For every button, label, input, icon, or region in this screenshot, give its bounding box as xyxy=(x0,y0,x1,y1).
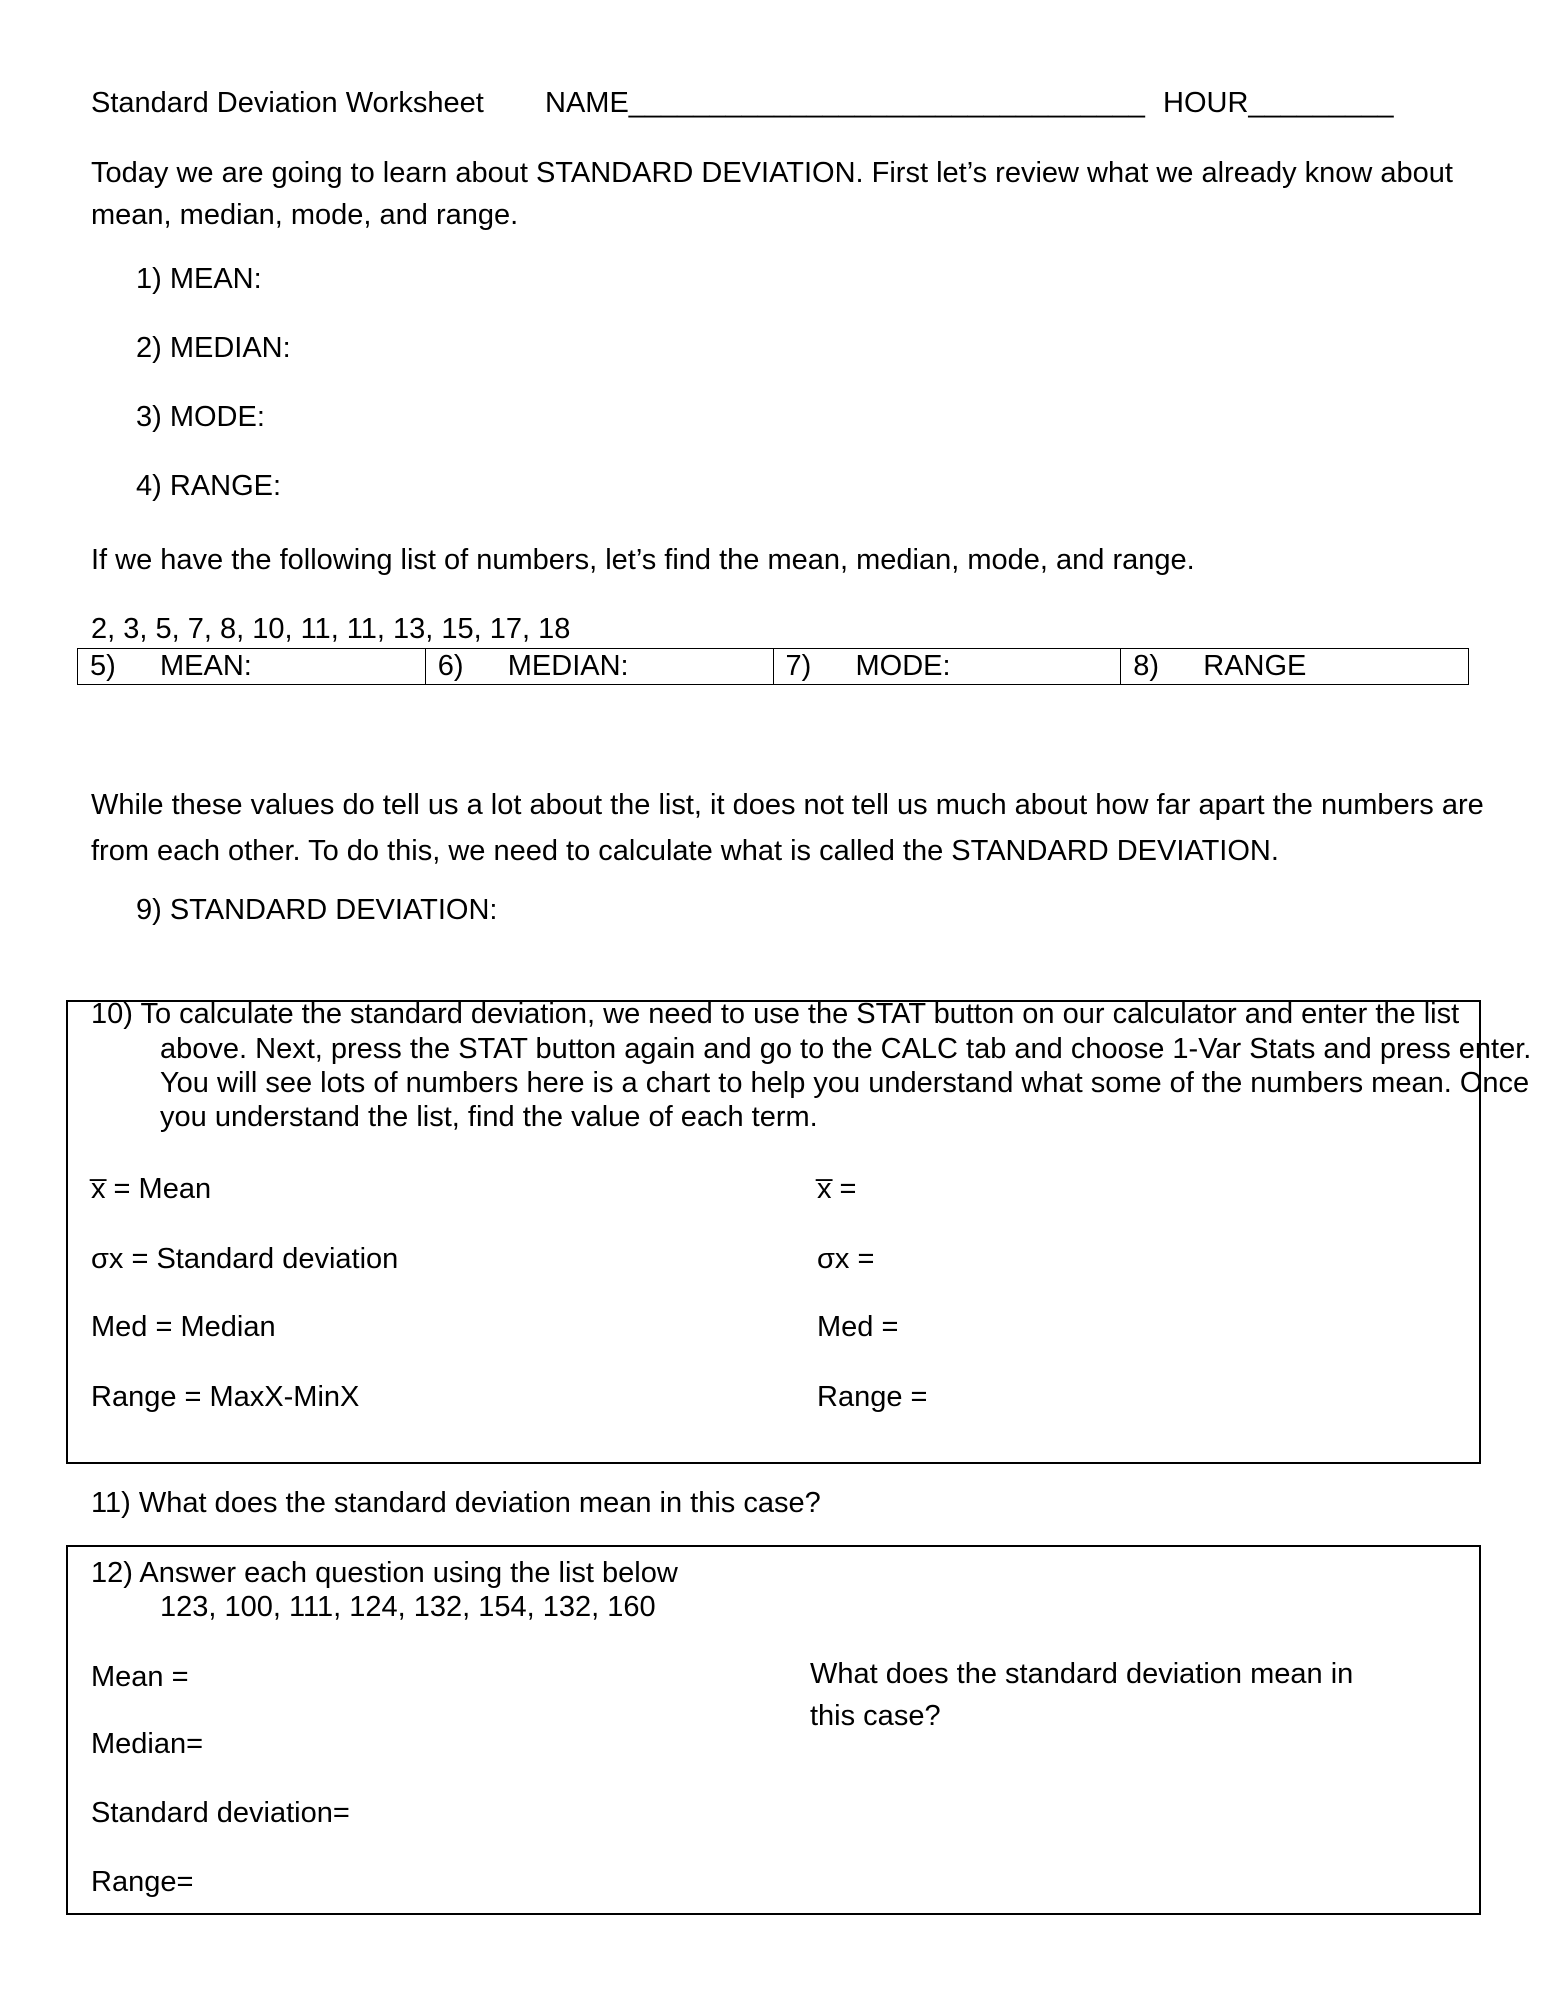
answer-cell-mean[interactable] xyxy=(78,649,426,684)
sd-intro-line-2: from each other. To do this, we need to calculate what is called the STANDARD DEVIATION. xyxy=(91,835,1279,867)
box10-line-4: you understand the list, find the value of each term. xyxy=(160,1101,818,1133)
hour-field-label: HOUR_________ xyxy=(1163,87,1394,119)
intro-line-2: mean, median, mode, and range. xyxy=(91,199,519,231)
question-11: 11) What does the standard deviation mean in this case? xyxy=(91,1487,821,1519)
answer-median-field[interactable]: Med = xyxy=(817,1311,899,1343)
def-mean: x̅ = Mean xyxy=(91,1173,212,1205)
answer-cell-label: MODE: xyxy=(855,650,951,682)
answer-cell-label: RANGE xyxy=(1203,650,1307,682)
box10-line-1: 10) To calculate the standard deviation, we need to use the STAT button on our calculator and enter the list xyxy=(91,998,1460,1030)
field-median[interactable]: Median= xyxy=(91,1728,204,1760)
answer-sd-field[interactable]: σx = xyxy=(817,1243,875,1275)
answer-cell-median[interactable] xyxy=(426,649,774,684)
box12-number-list: 123, 100, 111, 124, 132, 154, 132, 160 xyxy=(160,1591,656,1623)
field-range[interactable]: Range= xyxy=(91,1866,194,1898)
answer-cell-number: 7) xyxy=(785,650,812,682)
worksheet-title: Standard Deviation Worksheet xyxy=(91,87,484,119)
def-median: Med = Median xyxy=(91,1311,276,1343)
answer-range-field[interactable]: Range = xyxy=(817,1381,928,1413)
intro-line-1: Today we are going to learn about STANDARD DEVIATION. First let’s review what we already know about xyxy=(91,157,1453,189)
answer-cell-range[interactable] xyxy=(1121,649,1468,684)
list-prompt: If we have the following list of numbers, let’s find the mean, median, mode, and range. xyxy=(91,544,1195,576)
answer-row-table xyxy=(77,648,1469,685)
field-mean[interactable]: Mean = xyxy=(91,1661,189,1693)
answer-cell-label: MEAN: xyxy=(160,650,252,682)
answer-cell-number: 5) xyxy=(90,650,116,682)
answer-cell-label: MEDIAN: xyxy=(507,650,629,682)
answer-cell-mode[interactable] xyxy=(774,649,1122,684)
field-standard-deviation[interactable]: Standard deviation= xyxy=(91,1797,350,1829)
box10-line-2: above. Next, press the STAT button again and go to the CALC tab and choose 1-Var Stats and press enter. xyxy=(160,1033,1532,1065)
sd-intro-line-1: While these values do tell us a lot about the list, it does not tell us much about how far apart the numbers are xyxy=(91,789,1484,821)
number-list: 2, 3, 5, 7, 8, 10, 11, 11, 13, 15, 17, 18 xyxy=(91,613,571,645)
def-range: Range = MaxX-MinX xyxy=(91,1381,360,1413)
review-item-range: 4) RANGE: xyxy=(136,470,282,502)
review-item-mode: 3) MODE: xyxy=(136,401,265,433)
box12-line-1: 12) Answer each question using the list below xyxy=(91,1557,678,1589)
box12-question-line-1: What does the standard deviation mean in xyxy=(810,1658,1354,1690)
box12-question-line-2: this case? xyxy=(810,1700,941,1732)
item-standard-deviation: 9) STANDARD DEVIATION: xyxy=(136,894,498,926)
name-field-label: NAME________________________________ xyxy=(545,87,1145,119)
review-item-median: 2) MEDIAN: xyxy=(136,332,291,364)
review-item-mean: 1) MEAN: xyxy=(136,263,262,295)
answer-cell-number: 6) xyxy=(437,650,464,682)
def-standard-deviation: σx = Standard deviation xyxy=(91,1243,399,1275)
answer-mean-field[interactable]: x̅ = xyxy=(817,1173,857,1205)
box10-line-3: You will see lots of numbers here is a chart to help you understand what some of the numbers mean. Once xyxy=(160,1067,1530,1099)
answer-cell-number: 8) xyxy=(1133,650,1160,682)
